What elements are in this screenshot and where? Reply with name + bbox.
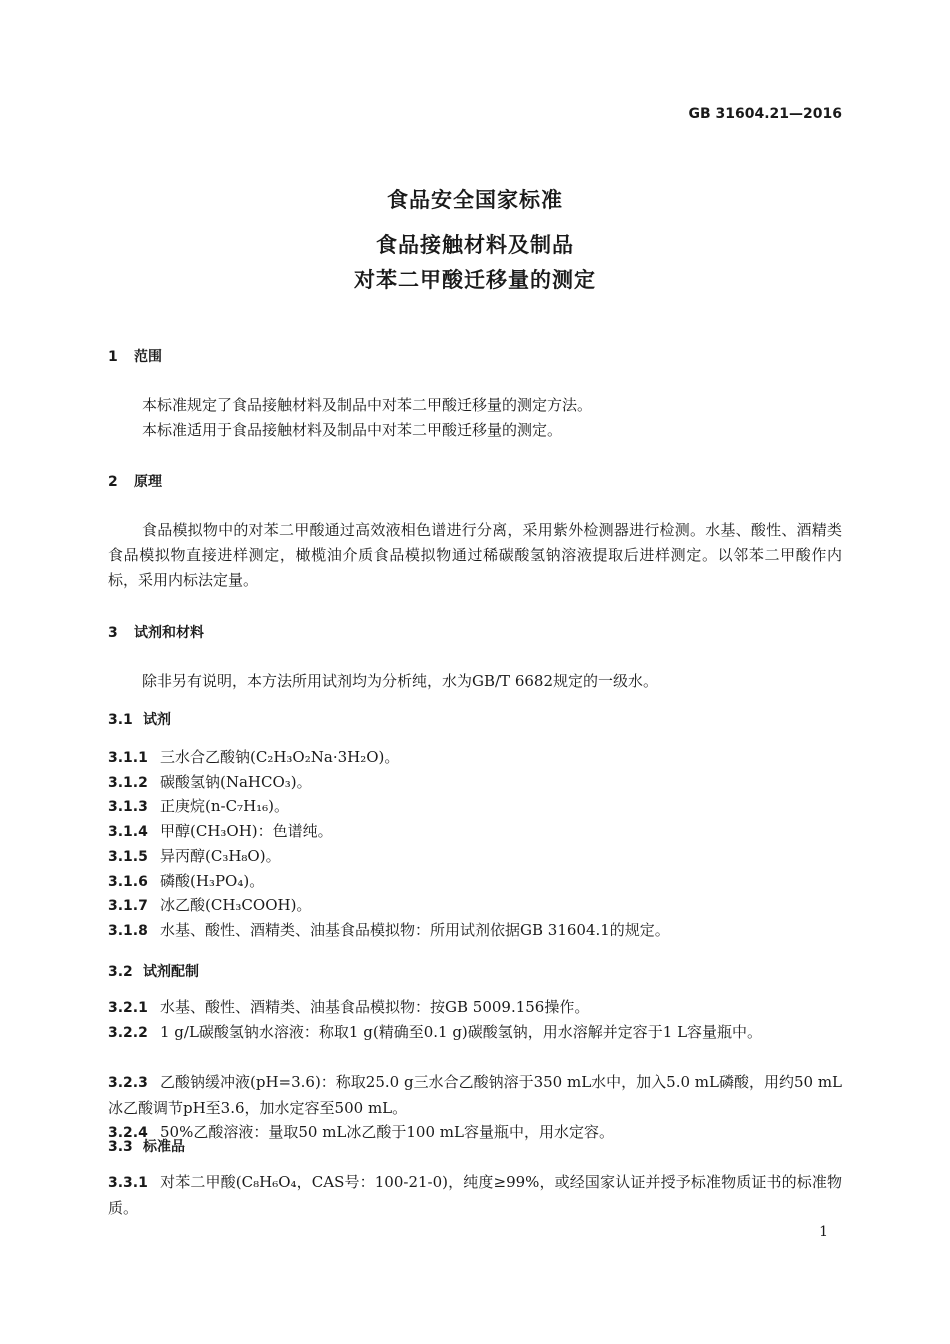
section-title: 试剂配制	[143, 964, 199, 980]
item-text: 乙酸钠缓冲液(pH=3.6)：称取25.0 g三水合乙酸钠溶于350 mL水中，加入5.0 mL磷酸，用约50 mL冰乙酸调节pH至3.6，加水定容至500 mL。	[108, 1073, 843, 1117]
numbered-item	[108, 1120, 842, 1146]
section-title: 试剂和材料	[134, 625, 204, 641]
numbered-item	[108, 1020, 842, 1046]
paragraph: 本标准适用于食品接触材料及制品中对苯二甲酸迁移量的测定。	[142, 421, 563, 439]
numbered-item	[108, 770, 842, 796]
item-text: 碳酸氢钠(NaHCO₃)。	[160, 772, 312, 791]
subsection-heading-preparation	[108, 961, 199, 981]
page-number: 1	[819, 1224, 828, 1240]
item-number: 3.1.1	[108, 750, 148, 766]
section-number: 3.1	[108, 712, 133, 728]
numbered-item	[108, 844, 842, 870]
item-text: 1 g/L碳酸氢钠水溶液：称取1 g(精确至0.1 g)碳酸氢钠，用水溶解并定容于1 L容量瓶中。	[160, 1023, 763, 1041]
section-title: 范围	[134, 349, 162, 365]
section-number: 1	[108, 349, 118, 365]
item-text: 50%乙酸溶液：量取50 mL冰乙酸于100 mL容量瓶中，用水定容。	[160, 1123, 614, 1141]
numbered-item	[108, 869, 842, 895]
document-title-line2: 对苯二甲酸迁移量的测定	[354, 268, 596, 292]
item-text: 异丙醇(C₃H₈O)。	[160, 846, 281, 865]
section-title: 原理	[134, 474, 162, 490]
section-number: 3	[108, 625, 118, 641]
item-text: 对苯二甲酸(C₈H₆O₄，CAS号：100-21-0)，纯度≥99%，或经国家认证并授予标准物质证书的标准物质。	[108, 1173, 842, 1217]
section-number: 2	[108, 474, 118, 490]
item-number: 3.1.3	[108, 799, 148, 816]
paragraph: 除非另有说明，本方法所用试剂均为分析纯，水为GB/T 6682规定的一级水。	[142, 672, 659, 690]
section-number: 3.2	[108, 964, 133, 980]
numbered-item	[108, 1070, 842, 1121]
numbered-item	[108, 745, 842, 771]
item-text: 水基、酸性、酒精类、油基食品模拟物：所用试剂依据GB 31604.1的规定。	[160, 920, 670, 939]
numbered-item	[108, 995, 842, 1021]
document-title-main: 食品安全国家标准	[387, 188, 563, 212]
paragraph: 食品模拟物中的对苯二甲酸通过高效液相色谱进行分离，采用紫外检测器进行检测。水基、酸性、酒精类食品模拟物直接进样测定，橄榄油介质食品模拟物通过稀碳酸氢钠溶液提取后进样测定。以邻苯二甲酸作内标，采用内标法定量。	[108, 521, 842, 589]
item-number: 3.1.6	[108, 873, 148, 890]
item-number: 3.2.3	[108, 1075, 148, 1091]
item-number: 3.1.5	[108, 848, 148, 865]
item-number: 3.2.1	[108, 1000, 148, 1016]
item-number: 3.3.1	[108, 1175, 148, 1191]
item-number: 3.1.2	[108, 774, 148, 791]
item-text: 甲醇(CH₃OH)：色谱纯。	[160, 822, 333, 841]
item-text: 磷酸(H₃PO₄)。	[160, 871, 265, 890]
numbered-item	[108, 819, 842, 845]
section-title: 试剂	[143, 712, 171, 728]
item-text: 正庚烷(n-C₇H₁₆)。	[160, 797, 290, 816]
numbered-item	[108, 893, 842, 919]
item-number: 3.2.2	[108, 1025, 148, 1041]
section-heading-principle	[108, 471, 162, 491]
item-number: 3.1.4	[108, 824, 148, 841]
numbered-item	[108, 918, 842, 944]
subsection-heading-reagents	[108, 709, 171, 729]
document-title-line1: 食品接触材料及制品	[376, 233, 574, 257]
section-number: 3.3	[108, 1139, 133, 1155]
section-heading-reagents	[108, 622, 204, 642]
standard-number: GB 31604.21—2016	[688, 106, 842, 122]
subsection-heading-standards	[108, 1136, 185, 1156]
item-number: 3.1.8	[108, 922, 148, 939]
item-text: 水基、酸性、酒精类、油基食品模拟物：按GB 5009.156操作。	[160, 998, 590, 1016]
numbered-item	[108, 1170, 842, 1221]
section-heading-scope	[108, 346, 162, 366]
item-text: 冰乙酸(CH₃COOH)。	[160, 896, 312, 915]
item-number: 3.1.7	[108, 898, 148, 915]
item-number: 3.2.4	[108, 1125, 148, 1141]
numbered-item	[108, 794, 842, 820]
paragraph: 本标准规定了食品接触材料及制品中对苯二甲酸迁移量的测定方法。	[142, 396, 593, 414]
section-title: 标准品	[143, 1139, 185, 1155]
item-text: 三水合乙酸钠(C₂H₃O₂Na·3H₂O)。	[160, 748, 400, 766]
